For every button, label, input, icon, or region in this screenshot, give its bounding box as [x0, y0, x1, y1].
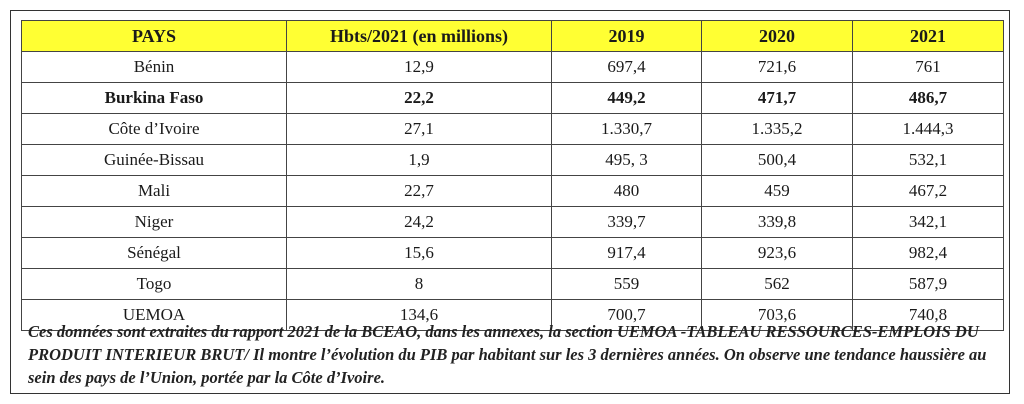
- table-row: [22, 207, 1004, 238]
- cell-value-2019: 480: [552, 176, 702, 207]
- cell-country: Guinée-Bissau: [22, 145, 287, 176]
- cell-value-2020: 923,6: [702, 238, 853, 269]
- cell-value-2021: 740,8: [853, 300, 1004, 331]
- cell-value-2021: 467,2: [853, 176, 1004, 207]
- table-row: [22, 83, 1004, 114]
- cell-value-2020: 500,4: [702, 145, 853, 176]
- cell-value-2019: 697,4: [552, 52, 702, 83]
- cell-country: Côte d’Ivoire: [22, 114, 287, 145]
- cell-country: Mali: [22, 176, 287, 207]
- cell-value-2020: 562: [702, 269, 853, 300]
- cell-value-2020: 721,6: [702, 52, 853, 83]
- gdp-per-capita-table: [21, 20, 1004, 331]
- cell-value-2019: 559: [552, 269, 702, 300]
- cell-population: 12,9: [287, 52, 552, 83]
- cell-value-2019: 1.330,7: [552, 114, 702, 145]
- cell-population: 8: [287, 269, 552, 300]
- header-2019: 2019: [552, 21, 702, 52]
- table-row: [22, 238, 1004, 269]
- cell-population: 22,7: [287, 176, 552, 207]
- cell-population: 22,2: [287, 83, 552, 114]
- cell-value-2021: 982,4: [853, 238, 1004, 269]
- table-row: [22, 52, 1004, 83]
- cell-value-2019: 495, 3: [552, 145, 702, 176]
- cell-value-2020: 703,6: [702, 300, 853, 331]
- cell-value-2019: 449,2: [552, 83, 702, 114]
- cell-value-2019: 917,4: [552, 238, 702, 269]
- cell-country: Togo: [22, 269, 287, 300]
- cell-country: UEMOA: [22, 300, 287, 331]
- header-2021: 2021: [853, 21, 1004, 52]
- cell-population: 134,6: [287, 300, 552, 331]
- cell-value-2020: 339,8: [702, 207, 853, 238]
- cell-country: Burkina Faso: [22, 83, 287, 114]
- cell-value-2021: 342,1: [853, 207, 1004, 238]
- cell-value-2020: 471,7: [702, 83, 853, 114]
- cell-value-2020: 1.335,2: [702, 114, 853, 145]
- table-row: [22, 176, 1004, 207]
- header-pays: PAYS: [22, 21, 287, 52]
- cell-value-2021: 486,7: [853, 83, 1004, 114]
- cell-value-2021: 1.444,3: [853, 114, 1004, 145]
- cell-value-2021: 761: [853, 52, 1004, 83]
- cell-country: Niger: [22, 207, 287, 238]
- cell-value-2020: 459: [702, 176, 853, 207]
- cell-population: 1,9: [287, 145, 552, 176]
- cell-population: 27,1: [287, 114, 552, 145]
- cell-value-2021: 532,1: [853, 145, 1004, 176]
- header-row: [22, 21, 1004, 52]
- cell-value-2019: 700,7: [552, 300, 702, 331]
- cell-value-2021: 587,9: [853, 269, 1004, 300]
- cell-population: 15,6: [287, 238, 552, 269]
- header-population: Hbts/2021 (en millions): [287, 21, 552, 52]
- table-row: [22, 269, 1004, 300]
- source-note: Ces données sont extraites du rapport 2021 de la BCEAO, dans les annexes, la section UEMOA -TABLEAU RESSOURCES-EMPLOIS DU PRODUIT INTERIEUR BRUT/ Il montre l’évolution du PIB par habitant sur les 3 dernières années. On observe une tendance haussière au sein des pays de l’Union, portée par la Côte d’Ivoire.: [28, 322, 987, 387]
- table-row: [22, 114, 1004, 145]
- cell-value-2019: 339,7: [552, 207, 702, 238]
- cell-country: Sénégal: [22, 238, 287, 269]
- cell-country: Bénin: [22, 52, 287, 83]
- table-row: [22, 145, 1004, 176]
- cell-population: 24,2: [287, 207, 552, 238]
- header-2020: 2020: [702, 21, 853, 52]
